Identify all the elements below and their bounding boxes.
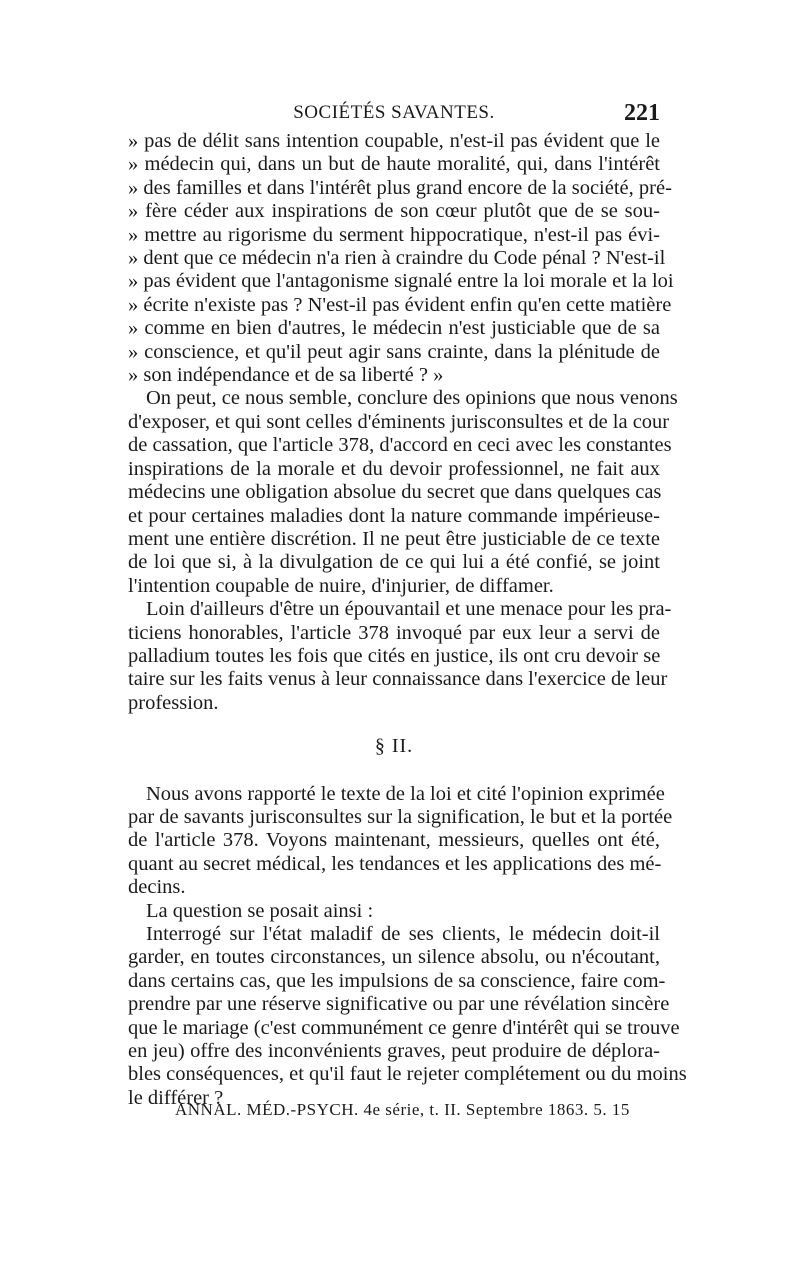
text-line: bles conséquences, et qu'il faut le rejeter complétement ou du moins	[128, 1063, 687, 1086]
text-line: profession.	[128, 691, 219, 714]
text-line: palladium toutes les fois que cités en justice, ils ont cru devoir se	[128, 644, 661, 667]
section-heading: § II.	[374, 735, 414, 758]
text-line: decins.	[128, 876, 186, 899]
text-line: en jeu) offre des inconvénients graves, peut produire de déplora-	[128, 1040, 660, 1063]
text-line: ticiens honorables, l'article 378 invoqué par eux leur a servi de	[128, 621, 660, 644]
text-line: » médecin qui, dans un but de haute moralité, qui, dans l'intérêt	[128, 153, 660, 176]
text-line: » conscience, et qu'il peut agir sans crainte, dans la plénitude de	[128, 340, 660, 363]
paragraph-3	[128, 782, 673, 900]
text-line: quant au secret médical, les tendances et les applications des mé-	[128, 852, 662, 875]
text-line: de cassation, que l'article 378, d'accord en ceci avec les constantes	[128, 434, 672, 457]
text-line: » écrite n'existe pas ? N'est-il pas évident enfin qu'en cette matière	[128, 293, 672, 316]
paragraph-2	[128, 598, 672, 715]
quote-block	[128, 130, 674, 387]
text-line: Loin d'ailleurs d'être un épouvantail et une menace pour les pra-	[146, 598, 672, 621]
text-line: » fère céder aux inspirations de son cœur plutôt que de se sou-	[128, 200, 660, 223]
text-line: inspirations de la morale et du devoir professionnel, ne fait aux	[128, 457, 660, 480]
text-line: La question se posait ainsi :	[146, 899, 374, 922]
text-line: » mettre au rigorisme du serment hippocratique, n'est-il pas évi-	[128, 223, 660, 246]
text-line: de l'article 378. Voyons maintenant, messieurs, quelles ont été,	[128, 829, 660, 852]
body-text	[128, 130, 687, 1110]
page-header	[128, 100, 660, 130]
text-line: par de savants jurisconsultes sur la signification, le but et la portée	[128, 805, 673, 828]
page-footer: ANNAL. MÉD.-PSYCH. 4e série, t. II. Septembre 1863. 5. 15	[175, 1100, 630, 1119]
text-line: d'exposer, et qui sont celles d'éminents jurisconsultes et de la cour	[128, 410, 670, 433]
text-line: le différer ?	[128, 1086, 224, 1109]
paragraph-1	[128, 387, 678, 598]
text-line: » comme en bien d'autres, le médecin n'est justiciable que de sa	[128, 317, 660, 340]
text-line: prendre par une réserve significative ou par une révélation sincère	[128, 993, 670, 1016]
text-line: dans certains cas, que les impulsions de sa conscience, faire com-	[128, 969, 666, 992]
text-line: Interrogé sur l'état maladif de ses clients, le médecin doit-il	[146, 923, 660, 945]
text-line: » des familles et dans l'intérêt plus grand encore de la société, pré-	[128, 176, 672, 199]
text-line: l'intention coupable de nuire, d'injurier, de diffamer.	[128, 574, 554, 597]
text-line: de loi que si, à la divulgation de ce qui lui a été confié, se joint	[128, 551, 660, 574]
text-line: et pour certaines maladies dont la nature commande impérieuse-	[128, 504, 660, 527]
paragraph-5	[128, 923, 687, 1110]
text-line: garder, en toutes circonstances, un silence absolu, ou n'écoutant,	[128, 946, 660, 969]
text-line: taire sur les faits venus à leur connaissance dans l'exercice de leur	[128, 668, 668, 691]
text-line: » son indépendance et de sa liberté ? »	[128, 364, 444, 387]
running-title: SOCIÉTÉS SAVANTES.	[293, 102, 495, 123]
text-line: » pas de délit sans intention coupable, n'est-il pas évident que le	[128, 130, 660, 152]
text-line: ment une entière discrétion. Il ne peut être justiciable de ce texte	[128, 527, 660, 550]
paragraph-4	[128, 900, 660, 923]
page-number: 221	[624, 100, 660, 126]
text-line: que le mariage (c'est communément ce genre d'intérêt qui se trouve	[128, 1016, 680, 1039]
text-line: médecins une obligation absolue du secret que dans quelques cas	[128, 481, 662, 504]
text-line: » dent que ce médecin n'a rien à craindre du Code pénal ? N'est-il	[128, 247, 666, 270]
text-line: » pas évident que l'antagonisme signalé entre la loi morale et la loi	[128, 270, 674, 293]
text-line: Nous avons rapporté le texte de la loi et cité l'opinion exprimée	[146, 782, 665, 805]
text-line: On peut, ce nous semble, conclure des opinions que nous venons	[146, 387, 678, 410]
